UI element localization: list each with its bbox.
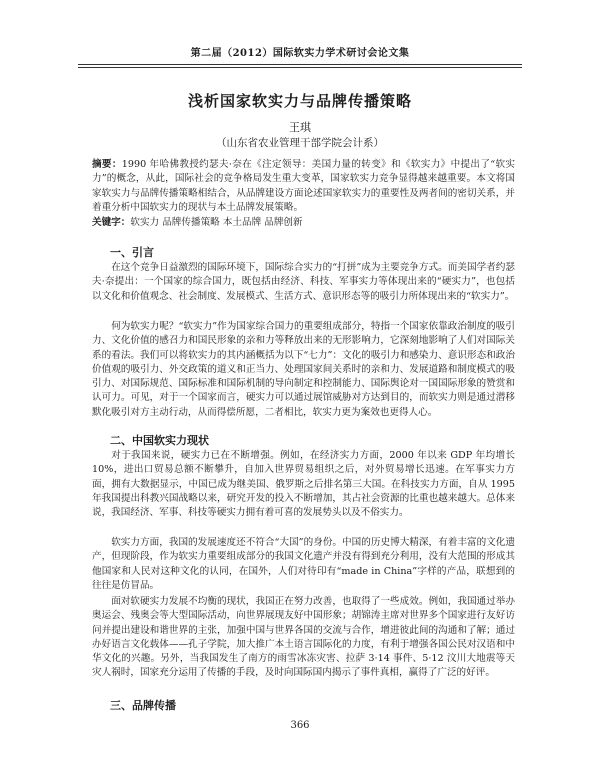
paragraph: 何为软实力呢？“软实力”作为国家综合国力的重要组成部分，特指一个国家依靠政治制度的吸引力、文化价值的感召力和国民形象的亲和力等释放出来的无形影响力，它深刻地影响了人们对国际关系的看法。我们可以将软实力的其内涵概括为以下“七力”：文化的吸引力和感染力、意识形态和政治价值观的吸引力、外交政策的道义和正当力、处理国家间关系时的亲和力、发展道路和制度模式的吸引力、对国际规范、国际标准和国际机制的导向制定和控制能力、国际舆论对一国国际形象的赞赏和认可力。可见，对于一个国家而言，硬实力可以通过展馆威胁对方达到目的，而软实力则是通过潜移默化吸引对方主动行动，从而得偿所愿，二者相比，软实力更为案效也更得人心。 <box>92 321 515 418</box>
paper-title: 浅析国家软实力与品牌传播策略 <box>187 92 412 110</box>
section-heading-china-soft-power: 二、中国软实力现状 <box>110 434 209 447</box>
keywords-label: 关键字： <box>92 217 131 228</box>
abstract-text: 1990 年哈佛教授约瑟夫·奈在《注定领导：美国力量的转变》和《软实力》中提出了“软实力”的概念，从此，国际社会的竞争格局发生重大变革，国家软实力竞争显得越来越重要。本文将国家软实力与品牌传播策略相结合，从品牌建设方面论述国家软实力的重要性及两者间的密切关系，并着重分析中国软实力的现状与本土品牌发展策略。 <box>92 159 515 213</box>
paragraph: 面对软硬实力发展不均衡的现状，我国正在努力改善，也取得了一些成效。例如，我国通过举办奥运会、残奥会等大型国际活动，向世界展现友好中国形象；胡锦涛主席对世界多个国家进行友好访问并提出建设和谐世界的主张，加强中国与世界各国的交流与合作，增进彼此间的沟通和了解；通过办好语言文化载体——孔子学院，加大推广本土语言国际化的力度，有利于增强各国公民对汉语和中华文化的兴趣。另外，当我国发生了南方的雨雪冰冻灾害、拉萨 3·14 事件、5·12 汶川大地震等天灾人祸时，国家充分运用了传播的手段，及时向国际国内揭示了事件真相，赢得了广泛的好评。 <box>92 596 515 679</box>
page-number: 366 <box>290 720 310 731</box>
abstract-block <box>92 158 515 215</box>
author-affiliation: （山东省农业管理干部学院会计系） <box>216 137 384 149</box>
paragraph: 软实力方面，我国的发展速度还不符合“大国”的身份。中国的历史博大精深，有着丰富的文化遗产，但现阶段，作为软实力重要组成部分的我国文化遗产并没有得到充分利用，没有大范围的形成其他国家和人民对这种文化的认同，在国外，人们对待印有“made in China”字样的产品，联想到的往往是仿冒品。 <box>92 537 515 591</box>
running-header: 第二届（2012）国际软实力学术研讨会论文集 <box>78 44 522 65</box>
section-heading-introduction: 一、引言 <box>110 246 154 259</box>
paragraph: 在这个竞争日益激烈的国际环境下，国际综合实力的“打拼”成为主要竞争方式。而美国学者约瑟夫·奈提出：一个国家的综合国力，既包括由经济、科技、军事实力等体现出来的“硬实力”，也包括以文化和价值观念、社会制度、发展模式、生活方式、意识形态等的吸引力所体现出来的“软实力”。 <box>92 262 515 302</box>
abstract-label: 摘要： <box>92 159 122 170</box>
section-heading-brand-communication: 三、品牌传播 <box>110 699 176 712</box>
keywords-block <box>92 216 515 230</box>
paragraph: 对于我国来说，硬实力已在不断增强。例如，在经济实力方面，2000 年以来 GDP 年均增长 10%，进出口贸易总额不断攀升，自加入世界贸易组织之后，对外贸易增长迅速。在军事实力方面，拥有大数据显示，中国已成为继美国、俄罗斯之后排名第三大国。在科技实力方面，自从 1995 年我国提出科教兴国战略以来，研究开发的投入不断增加，其占社会资源的比重也越来越大。总体来说，我国经济、军事、科技等硬实力拥有着可喜的发展势头以及不俗实力。 <box>92 450 515 519</box>
keywords-text: 软实力 品牌传播策略 本土品牌 品牌创新 <box>130 217 303 228</box>
author-name: 王琪 <box>289 121 311 134</box>
